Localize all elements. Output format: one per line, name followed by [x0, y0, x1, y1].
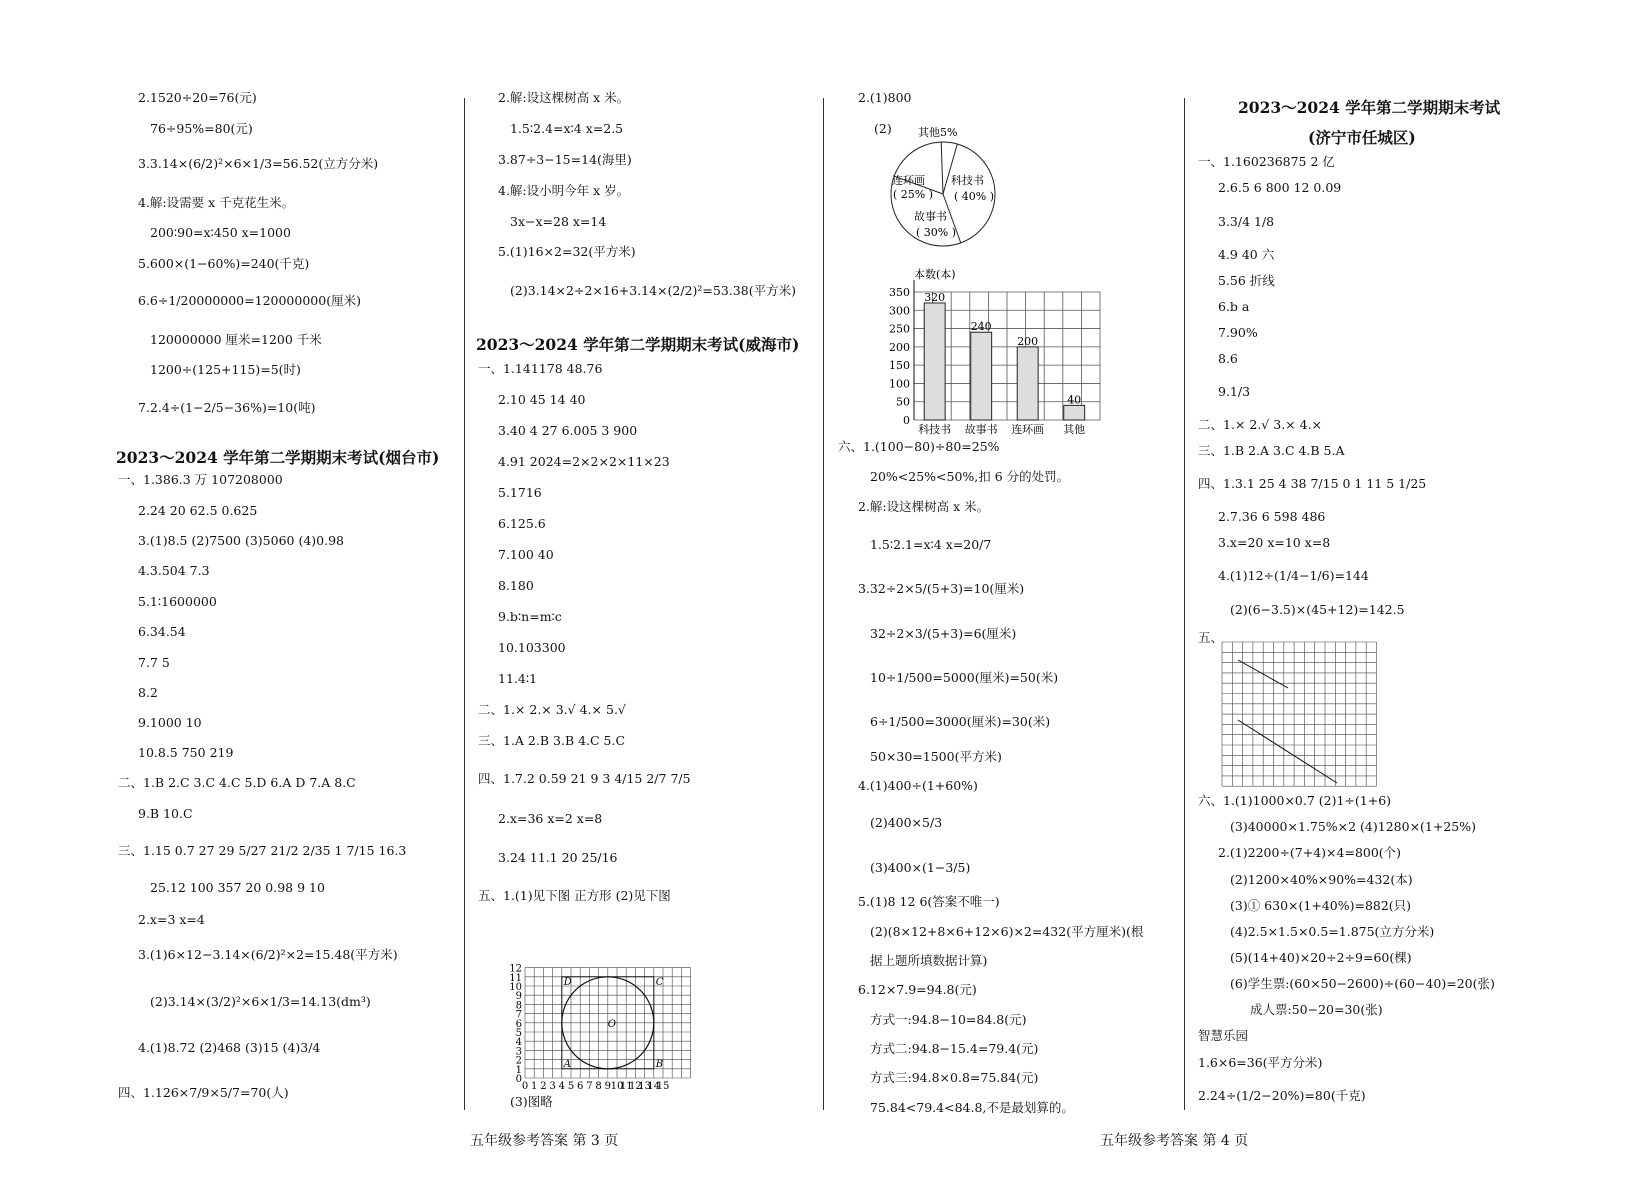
answer-line: 1.5∶2.1=x∶4 x=20/7 [870, 537, 992, 552]
answer-line: 4.(1)400÷(1+60%) [858, 778, 978, 793]
answer-line: 6.6÷1/20000000=120000000(厘米) [138, 293, 361, 308]
answer-line: (2)3.14×(3/2)²×6×1/3=14.13(dm³) [150, 994, 371, 1009]
answer-line: 10.103300 [498, 640, 566, 655]
answer-line: (2) [874, 121, 892, 136]
answer-line: 11.4∶1 [498, 671, 538, 686]
answer-line: 4.3.504 7.3 [138, 563, 210, 578]
answer-line: (3)40000×1.75%×2 (4)1280×(1+25%) [1230, 819, 1477, 834]
bar-ytick-label: 250 [889, 322, 910, 336]
point-label: O [607, 1018, 617, 1030]
answer-line: 6.125.6 [498, 516, 546, 531]
answer-line: 据上题所填数据计算) [870, 953, 988, 968]
answer-line: 三、1.B 2.A 3.C 4.B 5.A [1198, 443, 1345, 458]
answer-line: 10.8.5 750 219 [138, 745, 234, 760]
grid-xtick-label: 1 [531, 1081, 538, 1090]
answer-line: 8.180 [498, 578, 534, 593]
pie-label-comic: 连环画 [892, 174, 925, 187]
answer-line: 4.9 40 六 [1218, 247, 1275, 262]
grid-xtick-label: 14 [647, 1081, 661, 1090]
answer-line: 2.6.5 6 800 12 0.09 [1218, 180, 1342, 195]
bar-chart [878, 268, 1108, 436]
answer-line: 7.2.4÷(1−2/5−36%)=10(吨) [138, 400, 316, 415]
pie-value-story: ( 30% ) [916, 226, 957, 239]
grid-ytick-label: 11 [509, 972, 522, 984]
answer-line: 六、1.(100−80)÷80=25% [838, 439, 1000, 454]
answer-line: 5.600×(1−60%)=240(千克) [138, 256, 310, 271]
answer-line: 120000000 厘米=1200 千米 [150, 332, 322, 347]
answer-line: 三、1.15 0.7 27 29 5/27 21/2 2/35 1 7/15 16.3 [118, 843, 407, 858]
bar-ytick-label: 200 [889, 340, 910, 354]
answer-line: 9.b∶n=m∶c [498, 609, 562, 624]
pie-divider [941, 142, 943, 194]
grid-xtick-label: 2 [540, 1081, 547, 1090]
answer-line: 1.6×6=36(平方分米) [1198, 1055, 1323, 1070]
answer-line: 2.24 20 62.5 0.625 [138, 503, 258, 518]
point-label: B [655, 1058, 664, 1070]
answer-line: 5.1∶1600000 [138, 594, 217, 609]
point-label: D [563, 976, 572, 988]
answer-line: 4.(1)12÷(1/4−1/6)=144 [1218, 568, 1369, 583]
answer-line: 7.7 5 [138, 655, 170, 670]
answer-line: 9.1000 10 [138, 715, 202, 730]
answer-line: 4.解:设小明今年 x 岁。 [498, 183, 630, 198]
answer-line: 50×30=1500(平方米) [870, 749, 1002, 764]
answer-line: 6.12×7.9=94.8(元) [858, 982, 977, 997]
answer-line: 5.(1)8 12 6(答案不唯一) [858, 894, 1000, 909]
bar [1064, 405, 1085, 420]
grid-xtick-label: 9 [604, 1081, 611, 1090]
answer-line: 9.B 10.C [138, 806, 193, 821]
answer-line: 1.5∶2.4=x∶4 x=2.5 [510, 121, 624, 136]
answer-line: 6.34.54 [138, 624, 186, 639]
answer-line: 3.24 11.1 20 25/16 [498, 850, 618, 865]
section-title-weihai: 2023～2024 学年第二学期期末考试(威海市) [476, 335, 800, 354]
bar-category-label: 其他 [1063, 423, 1086, 436]
pie-chart [886, 126, 1016, 256]
answer-line: 一、1.141178 48.76 [478, 361, 603, 376]
answer-line: 3.(1)6×12−3.14×(6/2)²×2=15.48(平方米) [138, 947, 398, 962]
answer-line: 20%<25%<50%,扣 6 分的处罚。 [870, 469, 1070, 484]
bar-chart-ylabel: 本数(本) [914, 268, 956, 281]
answer-line: 3.x=20 x=10 x=8 [1218, 535, 1331, 550]
answer-line: (3)图略 [510, 1094, 553, 1109]
grid-xtick-label: 3 [549, 1081, 556, 1090]
answer-line: 2.1520÷20=76(元) [138, 90, 257, 105]
bar [1017, 347, 1038, 420]
grid-ytick-label: 4 [515, 1037, 522, 1049]
answer-line: 4.解:设需要 x 千克花生米。 [138, 195, 295, 210]
pie-value-comic: ( 25% ) [893, 188, 934, 201]
grid-ytick-label: 3 [515, 1046, 522, 1058]
grid-xtick-label: 12 [629, 1081, 642, 1090]
answer-line: 2.x=36 x=2 x=8 [498, 811, 603, 826]
answer-line: (3)400×(1−3/5) [870, 860, 971, 875]
answer-line: 9.1/3 [1218, 384, 1251, 399]
bar-value-label: 200 [1017, 334, 1039, 348]
answer-line: 三、1.A 2.B 3.B 4.C 5.C [478, 733, 626, 748]
answer-line: 二、1.× 2.√ 3.× 4.× [1198, 417, 1323, 432]
answer-line: 2.(1)800 [858, 90, 912, 105]
grid-ytick-label: 12 [509, 963, 522, 975]
section-title-jining: 2023～2024 学年第二学期期末考试 [1238, 98, 1501, 117]
column-divider [823, 98, 824, 1110]
answer-line: 5.56 折线 [1218, 273, 1275, 288]
bar [971, 332, 992, 420]
pie-label-science: 科技书 [951, 174, 984, 187]
grid-xtick-label: 15 [656, 1081, 670, 1090]
answer-line: 四、1.3.1 25 4 38 7/15 0 1 11 5 1/25 [1198, 476, 1427, 491]
answer-line: 二、1.B 2.C 3.C 4.C 5.D 6.A D 7.A 8.C [118, 775, 356, 790]
answer-line: 8.2 [138, 685, 158, 700]
answer-line: 2.x=3 x=4 [138, 912, 205, 927]
answer-line: 10÷1/500=5000(厘米)=50(米) [870, 670, 1059, 685]
bar-ytick-label: 300 [889, 304, 910, 318]
answer-line: 8.6 [1218, 351, 1238, 366]
bar-ytick-label: 0 [903, 414, 910, 427]
column-divider [1184, 98, 1185, 1110]
drawing-grid [1212, 638, 1382, 794]
footer-page-3: 五年级参考答案 第 3 页 [470, 1133, 619, 1149]
grid-ytick-label: 7 [515, 1009, 522, 1021]
answer-line: 3.32÷2×5/(5+3)=10(厘米) [858, 581, 1025, 596]
answer-line: 5.(1)16×2=32(平方米) [498, 244, 636, 259]
answer-line: 2.解:设这棵树高 x 米。 [858, 499, 990, 514]
grid-ytick-label: 9 [515, 991, 522, 1003]
answer-line: (2)3.14×2÷2×16+3.14×(2/2)²=53.38(平方米) [510, 283, 796, 298]
answer-line: 3.40 4 27 6.005 3 900 [498, 423, 638, 438]
answer-line: 25.12 100 357 20 0.98 9 10 [150, 880, 325, 895]
bar-category-label: 故事书 [964, 423, 998, 436]
bar [924, 303, 945, 420]
coordinate-grid [505, 930, 715, 1090]
section-title-yantai: 2023～2024 学年第二学期期末考试(烟台市) [116, 448, 440, 467]
answer-line: 7.100 40 [498, 547, 554, 562]
grid-xtick-label: 7 [586, 1081, 593, 1090]
answer-line: 1200÷(125+115)=5(时) [150, 362, 301, 377]
answer-line: 一、1.386.3 万 107208000 [118, 472, 283, 487]
answer-line: 3.3/4 1/8 [1218, 214, 1275, 229]
grid-ytick-label: 10 [509, 982, 522, 993]
answer-line: 2.解:设这棵树高 x 米。 [498, 90, 630, 105]
bar-ytick-label: 100 [889, 377, 910, 391]
grid-ytick-label: 5 [515, 1028, 522, 1039]
grid-xtick-label: 11 [619, 1081, 633, 1090]
answer-line: 四、1.126×7/9×5/7=70(人) [118, 1085, 289, 1100]
answer-line: 5.1716 [498, 485, 542, 500]
grid-ytick-label: 8 [515, 1000, 522, 1012]
point-label: C [655, 976, 664, 988]
answer-line: (2)1200×40%×90%=432(本) [1230, 872, 1413, 887]
answer-line: (6)学生票:(60×50−2600)÷(60−40)=20(张) [1230, 976, 1495, 991]
pie-value-science: ( 40% ) [954, 190, 995, 203]
answer-line: (2)(6−3.5)×(45+12)=142.5 [1230, 602, 1405, 617]
answer-line: 6.b a [1218, 299, 1250, 314]
grid-xtick-label: 4 [558, 1081, 565, 1090]
bar-value-label: 240 [970, 320, 992, 334]
grid-xtick-label: 13 [638, 1081, 651, 1090]
answer-line: 2.24÷(1/2−20%)=80(千克) [1198, 1088, 1366, 1103]
footer-page-4: 五年级参考答案 第 4 页 [1100, 1133, 1249, 1149]
grid-xtick-label: 0 [521, 1081, 529, 1090]
bar-ytick-label: 150 [889, 359, 910, 373]
grid-xtick-label: 5 [567, 1081, 575, 1090]
pie-label-story: 故事书 [914, 210, 947, 223]
bar-ytick-label: 350 [889, 286, 910, 299]
answer-line: 200∶90=x∶450 x=1000 [150, 225, 291, 240]
grid-ytick-label: 1 [515, 1064, 522, 1076]
answer-line: 4.(1)8.72 (2)468 (3)15 (4)3/4 [138, 1040, 321, 1055]
answer-line: 2.10 45 14 40 [498, 392, 586, 407]
answer-line: 智慧乐园 [1198, 1028, 1249, 1043]
answer-line: 二、1.× 2.× 3.√ 4.× 5.√ [478, 702, 626, 717]
answer-line: 五、 [1198, 630, 1224, 645]
point-label: A [563, 1058, 572, 1070]
answer-line: (4)2.5×1.5×0.5=1.875(立方分米) [1230, 924, 1435, 939]
answer-line: 2.7.36 6 598 486 [1218, 509, 1326, 524]
section-subtitle-jining: (济宁市任城区) [1308, 128, 1416, 147]
bar-ytick-label: 50 [896, 395, 910, 409]
answer-line: 方式二:94.8−15.4=79.4(元) [870, 1041, 1039, 1056]
grid-xtick-label: 8 [595, 1081, 602, 1090]
answer-line: 76÷95%=80(元) [150, 121, 253, 136]
answer-line: 3x−x=28 x=14 [510, 214, 607, 229]
grid-ytick-label: 0 [515, 1074, 522, 1085]
answer-line: 3.3.14×(6/2)²×6×1/3=56.52(立方分米) [138, 156, 379, 171]
bar-value-label: 320 [924, 290, 946, 304]
answer-line: 3.87÷3−15=14(海里) [498, 152, 632, 167]
grid-xtick-label: 10 [610, 1081, 624, 1090]
answer-line: 6÷1/500=3000(厘米)=30(米) [870, 714, 1051, 729]
column-divider [464, 98, 465, 1110]
bar-value-label: 40 [1067, 393, 1082, 407]
answer-line: 7.90% [1218, 325, 1258, 340]
answer-line: 方式一:94.8−10=84.8(元) [870, 1012, 1027, 1027]
answer-line: 五、1.(1)见下图 正方形 (2)见下图 [478, 888, 671, 903]
answer-line: 4.91 2024=2×2×2×11×23 [498, 454, 670, 469]
grid-ytick-label: 2 [515, 1055, 522, 1067]
answer-line: (3)① 630×(1+40%)=882(只) [1230, 898, 1412, 913]
answer-line: (2)400×5/3 [870, 815, 943, 830]
grid-xtick-label: 6 [577, 1081, 584, 1090]
answer-line: 四、1.7.2 0.59 21 9 3 4/15 2/7 7/5 [478, 771, 691, 786]
answer-line: (2)(8×12+8×6+12×6)×2=432(平方厘米)(根 [870, 924, 1144, 939]
answer-line: 32÷2×3/(5+3)=6(厘米) [870, 626, 1017, 641]
answer-line: 2.(1)2200÷(7+4)×4=800(个) [1218, 845, 1402, 860]
answer-line: 75.84<79.4<84.8,不是最划算的。 [870, 1100, 1074, 1115]
answer-line: (5)(14+40)×20÷2÷9=60(棵) [1230, 950, 1412, 965]
answer-line: 3.(1)8.5 (2)7500 (3)5060 (4)0.98 [138, 533, 345, 548]
bar-category-label: 连环画 [1011, 423, 1045, 436]
bar-category-label: 科技书 [918, 423, 952, 436]
pie-label-other: 其他5% [918, 126, 958, 139]
answer-line: 成人票:50−20=30(张) [1250, 1002, 1383, 1017]
grid-ytick-label: 6 [515, 1018, 522, 1030]
answer-line: 一、1.160236875 2 亿 [1198, 154, 1335, 169]
answer-line: 六、1.(1)1000×0.7 (2)1÷(1+6) [1198, 793, 1392, 808]
answer-line: 方式三:94.8×0.8=75.84(元) [870, 1070, 1039, 1085]
